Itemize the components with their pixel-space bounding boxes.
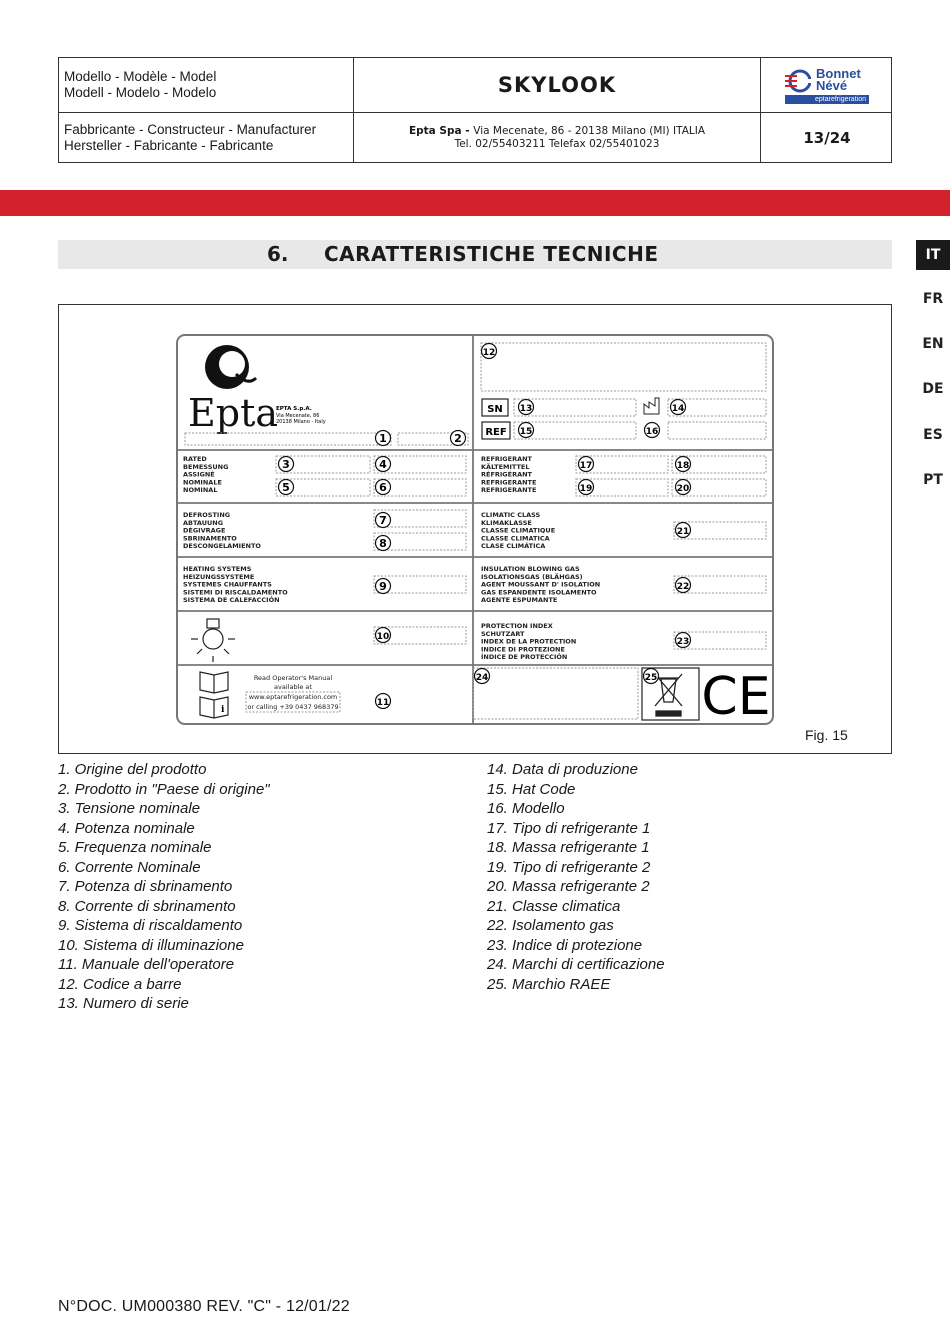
insulation-label-line: ISOLATIONSGAS (BLÄHGAS) <box>481 572 583 581</box>
callout-number: 14 <box>671 403 685 414</box>
language-tab-en[interactable]: EN <box>922 336 944 352</box>
model-label <box>59 58 354 112</box>
heating-label-line: SISTEMA DE CALEFACCIÓN <box>183 596 280 605</box>
language-tab-fr[interactable]: FR <box>922 291 944 307</box>
legend-item: 5. Frequenza nominale <box>58 839 212 856</box>
callout-number: 8 <box>379 536 387 550</box>
climatic-label-line: KLIMAKLASSE <box>481 518 532 527</box>
legend-item: 16. Modello <box>487 800 565 817</box>
ce-mark-icon: CE <box>701 667 771 725</box>
legend-item: 24. Marchi di certificazione <box>487 956 665 973</box>
heating-label-line: SISTEMI DI RISCALDAMENTO <box>183 588 288 597</box>
svg-text:available at: available at <box>274 683 312 691</box>
rated-label-line: BEMESSUNG <box>183 462 229 471</box>
protection-label-line: SCHUTZART <box>481 629 525 638</box>
language-tab-it[interactable]: IT <box>916 240 950 270</box>
figure-caption: Fig. 15 <box>805 727 848 743</box>
refrigerant-labels <box>481 455 536 494</box>
plate-company-name: Epta <box>188 391 278 435</box>
plate-company-full: EPTA S.p.A. <box>276 406 312 412</box>
manufacturer-contact: Tel. 02/55403211 Telefax 02/55401023 <box>454 138 660 150</box>
rated-label-line: RATED <box>183 455 207 463</box>
refrigerant-label-line: REFRIGERANT <box>481 455 532 463</box>
rated-label-line: NOMINAL <box>183 486 218 495</box>
legend-item: 10. Sistema di illuminazione <box>58 936 244 954</box>
info-icon: i <box>221 705 225 715</box>
refrigerant-label-line: REFRIGERANTE <box>481 486 537 495</box>
legend-list-left <box>58 760 270 1014</box>
protection-label-line: INDEX DE LA PROTECTION <box>481 637 577 646</box>
climatic-label-line: CLASSE CLIMATICA <box>481 534 550 543</box>
brand-logo <box>761 58 893 112</box>
rated-label-line: ASSIGNÉ <box>183 470 215 479</box>
legend-item: 23. Indice di protezione <box>487 936 643 954</box>
callout-number: 1 <box>379 431 387 445</box>
legend-item: 18. Massa refrigerante 1 <box>487 839 650 856</box>
insulation-label-line: GAS ESPANDENTE ISOLAMENTO <box>481 588 597 597</box>
callout-number: 18 <box>676 460 690 471</box>
legend-item: 15. Hat Code <box>487 780 576 798</box>
model-name: SKYLOOK <box>354 58 761 112</box>
manufacturer-info <box>354 113 761 163</box>
legend-item: 8. Corrente di sbrinamento <box>58 897 236 915</box>
callout-number: 21 <box>676 526 690 537</box>
callout-number: 7 <box>379 513 387 527</box>
protection-label-line: ÍNDICE DE PROTECCIÓN <box>481 653 568 662</box>
page-number: 13/24 <box>803 129 851 147</box>
legend-item: 7. Potenza di sbrinamento <box>58 878 233 895</box>
refrigerant-label-line: REFRIGERANTE <box>481 478 537 487</box>
heating-label-line: HEIZUNGSSYSTEME <box>183 572 255 581</box>
callout-number: 17 <box>579 460 593 471</box>
legend-item: 9. Sistema di riscaldamento <box>58 917 243 934</box>
legend-item: 4. Potenza nominale <box>58 819 195 837</box>
legend-item: 22. Isolamento gas <box>487 917 614 934</box>
legend-item: 17. Tipo di refrigerante 1 <box>487 819 651 837</box>
section-number: 6. <box>267 242 289 266</box>
callout-number: 20 <box>676 483 690 494</box>
defrosting-label-line: SBRINAMENTO <box>183 534 237 543</box>
callout-number: 6 <box>379 480 387 494</box>
svg-text:or calling +39 0437 968379: or calling +39 0437 968379 <box>247 703 339 711</box>
ref-label: REF <box>485 427 507 438</box>
legend-item: 25. Marchio RAEE <box>487 975 611 993</box>
plate-address-2: 20138 Milano - Italy <box>276 419 326 425</box>
callout-number: 11 <box>376 697 390 708</box>
callout-number: 12 <box>482 347 496 358</box>
svg-text:Read Operator's Manual: Read Operator's Manual <box>253 674 333 682</box>
brand-subtitle: eptarefrigeration <box>785 95 869 104</box>
header-manufacturer-row <box>59 113 891 163</box>
document-number-footer: N°DOC. UM000380 REV. "C" - 12/01/22 <box>58 1298 350 1315</box>
callout-number: 15 <box>519 426 533 437</box>
legend-list-right <box>487 760 665 994</box>
section-title: CARATTERISTICHE TECNICHE <box>324 242 659 266</box>
model-label-line1: Modello - Modèle - Model <box>64 69 217 84</box>
manufacturer-label <box>59 113 354 163</box>
defrosting-label-line: DEFROSTING <box>183 511 231 519</box>
callout-number: 19 <box>579 483 593 494</box>
svg-text:www.eptarefrigeration.com: www.eptarefrigeration.com <box>248 693 338 701</box>
callout-number: 24 <box>475 672 489 683</box>
legend-item: 11. Manuale dell'operatore <box>58 956 235 973</box>
header-model-row <box>59 58 891 113</box>
language-tab-pt[interactable]: PT <box>923 472 943 488</box>
defrosting-label-line: DESCONGELAMIENTO <box>183 542 261 551</box>
heating-label-line: HEATING SYSTEMS <box>183 565 252 573</box>
insulation-label-line: AGENTE ESPUMANTE <box>481 596 558 605</box>
callout-number: 4 <box>379 457 387 471</box>
legend-item: 1. Origine del prodotto <box>58 761 207 778</box>
bonnet-neve-logo-icon <box>785 68 811 94</box>
callout-number: 3 <box>282 457 290 471</box>
rating-plate-figure <box>176 334 774 725</box>
callout-number: 2 <box>454 431 462 445</box>
callout-number: 13 <box>519 403 533 414</box>
manufacturer-label-line1: Fabbricante - Constructeur - Manufacturer <box>64 122 317 137</box>
language-tab-es[interactable]: ES <box>923 427 943 443</box>
insulation-label-line: AGENT MOUSSANT D' ISOLATION <box>481 580 601 589</box>
insulation-label-line: INSULATION BLOWING GAS <box>481 565 580 573</box>
section-heading <box>58 240 892 269</box>
callout-number: 9 <box>379 579 387 593</box>
callout-number: 10 <box>376 631 390 642</box>
manufacturer-name: Epta Spa - <box>408 125 474 137</box>
climatic-label-line: CLIMATIC CLASS <box>481 511 541 519</box>
climatic-label-line: CLASE CLIMÁTICA <box>481 542 546 551</box>
heating-label-line: SYSTEMES CHAUFFANTS <box>183 580 272 589</box>
callout-number: 22 <box>676 581 690 592</box>
defrosting-label-line: DÉGIVRAGE <box>183 526 226 535</box>
defrosting-label-line: ABTAUUNG <box>183 518 224 527</box>
protection-label-line: PROTECTION INDEX <box>481 622 553 630</box>
legend-item: 6. Corrente Nominale <box>58 858 201 876</box>
model-label-line2: Modell - Modelo - Modelo <box>64 85 217 100</box>
sn-label: SN <box>487 404 503 415</box>
plate-address-1: Via Mecenate, 86 <box>276 413 320 419</box>
brand-name-line2: Névé <box>816 78 848 93</box>
legend-item: 19. Tipo di refrigerante 2 <box>487 858 651 876</box>
legend-item: 13. Numero di serie <box>58 995 189 1012</box>
brand-name-line1: Bonnet <box>816 66 861 81</box>
protection-label-line: INDICE DI PROTEZIONE <box>481 645 565 654</box>
legend-item: 3. Tensione nominale <box>58 800 201 817</box>
legend-item: 20. Massa refrigerante 2 <box>487 878 650 895</box>
language-tab-de[interactable]: DE <box>922 381 944 397</box>
refrigerant-label-line: RÉFRIGÉRANT <box>481 470 532 479</box>
legend-item: 2. Prodotto in "Paese di origine" <box>58 780 270 798</box>
callout-number: 16 <box>645 426 659 437</box>
manufacturer-address: Via Mecenate, 86 - 20138 Milano (MI) ITALIA <box>473 125 706 137</box>
rated-label-line: NOMINALE <box>183 478 222 487</box>
legend-item: 14. Data di produzione <box>487 761 638 778</box>
legend-item: 12. Codice a barre <box>58 975 182 993</box>
manufacturer-label-line2: Hersteller - Fabricante - Fabricante <box>64 138 274 153</box>
callout-number: 25 <box>644 672 658 683</box>
climatic-label-line: CLASSE CLIMATIQUE <box>481 526 556 535</box>
callout-number: 23 <box>676 636 690 647</box>
document-header <box>58 57 892 163</box>
callout-number: 5 <box>282 480 290 494</box>
legend-item: 21. Classe climatica <box>487 897 621 915</box>
refrigerant-label-line: KÄLTEMITTEL <box>481 462 530 471</box>
red-divider-band <box>0 190 950 216</box>
